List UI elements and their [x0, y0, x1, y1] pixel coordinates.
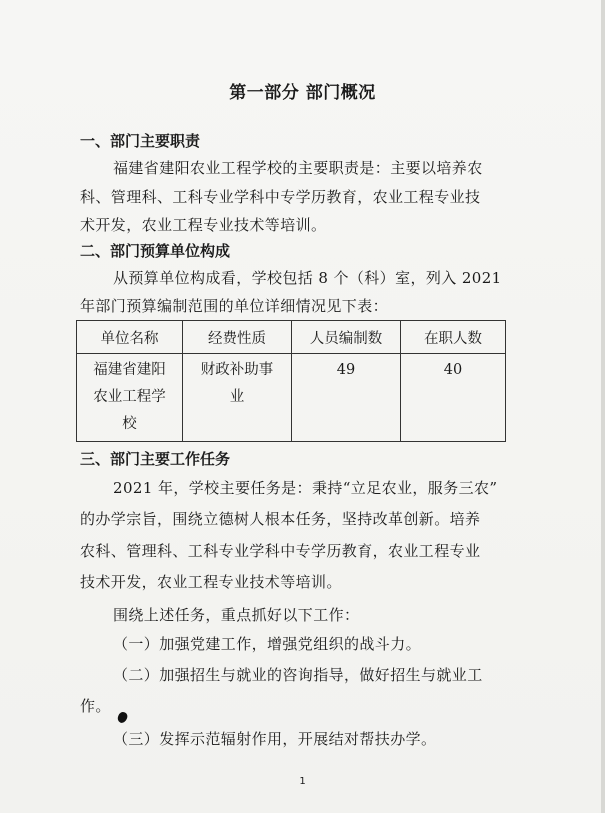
section-heading-duties: 一、部门主要职责	[80, 132, 201, 150]
section-heading-budget-units: 二、部门预算单位构成	[80, 242, 231, 260]
paragraph-line: 的办学宗旨，围绕立德树人根本任务，坚持改革创新。培养	[80, 510, 481, 528]
column-header: 经费性质	[183, 321, 292, 354]
page-title: 第一部分 部门概况	[229, 83, 376, 103]
table-header-row	[77, 321, 506, 354]
list-item-continuation: 作。	[80, 697, 111, 715]
staff-quota-cell: 49	[292, 354, 401, 442]
paragraph-line: 农科、管理科、工科专业学科中专学历教育，农业工程专业	[80, 542, 481, 560]
cell-line: 财政补助事	[200, 362, 274, 378]
ink-blot	[116, 711, 128, 724]
column-header: 单位名称	[77, 321, 183, 354]
page-number: 1	[299, 776, 306, 787]
fund-type-cell	[183, 354, 292, 442]
section-heading-main-tasks: 三、部门主要工作任务	[80, 450, 231, 468]
cell-line: 福建省建阳	[93, 362, 166, 378]
list-item: （一）加强党建工作，增强党组织的战斗力。	[113, 635, 422, 653]
cell-line: 校	[122, 416, 137, 432]
paragraph-line: 术开发，农业工程专业技术等培训。	[80, 216, 327, 234]
paragraph-line: 2021 年，学校主要任务是：秉持“立足农业，服务三农”	[113, 479, 498, 497]
table-row	[77, 354, 506, 442]
list-item: （二）加强招生与就业的咨询指导，做好招生与就业工	[113, 666, 483, 684]
cell-line: 农业工程学	[93, 389, 166, 405]
paragraph-line: 从预算单位构成看，学校包括 8 个（科）室，列入 2021	[113, 269, 502, 287]
paragraph-line: 围绕上述任务，重点抓好以下工作：	[113, 606, 360, 624]
unit-name-cell	[77, 354, 183, 442]
scan-edge	[601, 0, 605, 813]
budget-unit-table	[76, 320, 506, 442]
column-header: 在职人数	[401, 321, 506, 354]
staff-actual-cell: 40	[401, 354, 506, 442]
paragraph-line: 福建省建阳农业工程学校的主要职责是：主要以培养农	[113, 159, 483, 177]
paragraph-line: 年部门预算编制范围的单位详细情况见下表：	[80, 297, 389, 315]
column-header: 人员编制数	[292, 321, 401, 354]
list-item: （三）发挥示范辐射作用，开展结对帮扶办学。	[113, 730, 437, 748]
paragraph-line: 技术开发，农业工程专业技术等培训。	[80, 573, 342, 591]
cell-line: 业	[229, 389, 245, 405]
paragraph-line: 科、管理科、工科专业学科中专学历教育，农业工程专业技	[80, 188, 481, 206]
